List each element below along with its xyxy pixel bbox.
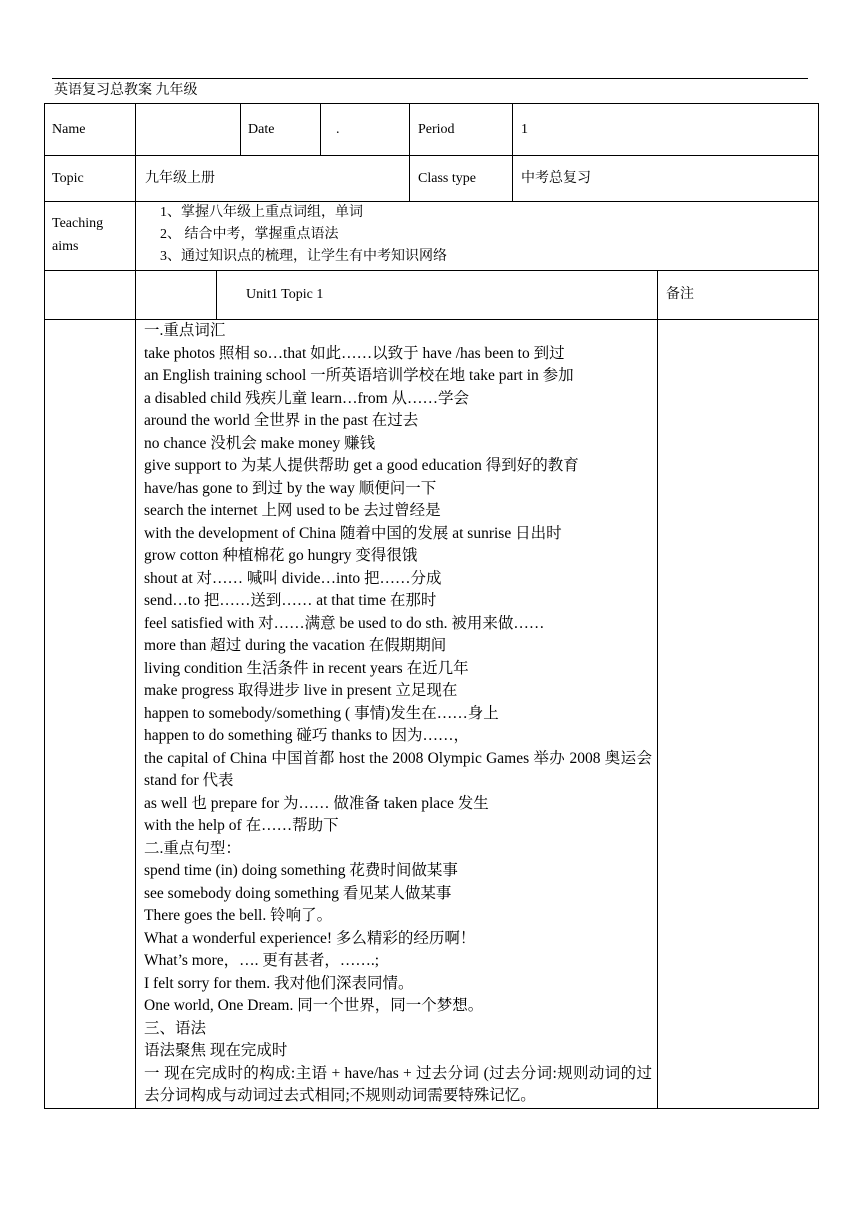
content-line: with the development of China 随着中国的发展 at sunrise 日出时: [144, 524, 562, 542]
content-line: I felt sorry for them. 我对他们深表同情。: [144, 974, 414, 992]
content-line: grow cotton 种植棉花 go hungry 变得很饿: [144, 547, 418, 564]
content-line: happen to somebody/something ( 事情)发生在……身上: [144, 704, 499, 722]
section-heading: 二.重点句型：: [144, 839, 241, 857]
content-line: There goes the bell. 铃响了。: [144, 907, 333, 924]
content-line: have/has gone to 到过 by the way 顺便问一下: [144, 479, 437, 497]
content-line: One world, One Dream. 同一个世界，同一个梦想。: [144, 997, 484, 1014]
period-value: 1: [521, 122, 528, 137]
content-line: living condition 生活条件 in recent years 在近几年: [144, 659, 469, 677]
aim-item: 3、通过知识点的梳理，让学生有中考知识网络: [160, 249, 447, 264]
content-line: 语法聚焦 现在完成时: [144, 1042, 288, 1059]
content-line: a disabled child 残疾儿童 learn…from 从……学会: [144, 389, 470, 407]
notes-label: 备注: [666, 287, 694, 302]
class-type-value: 中考总复习: [521, 171, 591, 186]
header-rule: [52, 78, 808, 79]
topic-label: Topic: [52, 171, 84, 186]
aim-item: 1、掌握八年级上重点词组，单词: [160, 205, 363, 220]
content-line: feel satisfied with 对……满意 be used to do sth. 被用来做……: [144, 614, 545, 632]
period-label: Period: [418, 122, 455, 137]
content-line: as well 也 prepare for 为…… 做准备 taken place 发生: [144, 794, 489, 812]
content-line: search the internet 上网 used to be 去过曾经是: [144, 502, 441, 519]
content-line: an English training school 一所英语培训学校在地 take part in 参加: [144, 367, 574, 384]
content-line: around the world 全世界 in the past 在过去: [144, 412, 419, 429]
content-line: send…to 把……送到…… at that time 在那时: [144, 592, 437, 609]
content-line: see somebody doing something 看见某人做某事: [144, 884, 452, 902]
lesson-content: [144, 320, 652, 1108]
content-line: 一 现在完成时的构成:主语 + have/has + 过去分词 (过去分词:规则动词的过去分词构成与动词过去式相同;不规则动词需要特殊记忆。: [144, 1064, 652, 1104]
content-line: shout at 对…… 喊叫 divide…into 把……分成: [144, 569, 442, 587]
content-line: the capital of China 中国首都 host the 2008 Olympic Games 举办 2008 奥运会 stand for 代表: [144, 749, 652, 789]
content-line: What’s more，…. 更有甚者，…….;: [144, 952, 380, 969]
class-type-label: Class type: [418, 171, 476, 186]
content-line: What a wonderful experience! 多么精彩的经历啊！: [144, 929, 476, 947]
teaching-aims-label-line2: aims: [52, 239, 79, 254]
content-line: make progress 取得进步 live in present 立足现在: [144, 682, 458, 699]
content-line: no chance 没机会 make money 赚钱: [144, 434, 376, 452]
section-heading: 一.重点词汇: [144, 322, 226, 339]
teaching-aims-label-line1: Teaching: [52, 216, 104, 231]
date-value: .: [336, 122, 340, 137]
aim-item: 2、 结合中考，掌握重点语法: [160, 227, 339, 242]
content-line: with the help of 在……帮助下: [144, 817, 339, 834]
content-line: spend time (in) doing something 花费时间做某事: [144, 862, 458, 879]
name-label: Name: [52, 122, 86, 137]
section-heading: 三、语法: [144, 1019, 207, 1037]
unit-topic-title: Unit1 Topic 1: [246, 287, 324, 302]
date-label: Date: [248, 122, 275, 137]
content-line: take photos 照相 so…that 如此……以致于 have /has been to 到过: [144, 344, 565, 362]
content-line: give support to 为某人提供帮助 get a good education 得到好的教育: [144, 457, 579, 474]
content-line: more than 超过 during the vacation 在假期期间: [144, 637, 447, 654]
topic-value: 九年级上册: [145, 171, 215, 186]
document-header: 英语复习总教案 九年级: [54, 83, 198, 98]
content-line: happen to do something 碰巧 thanks to 因为……，: [144, 727, 470, 744]
